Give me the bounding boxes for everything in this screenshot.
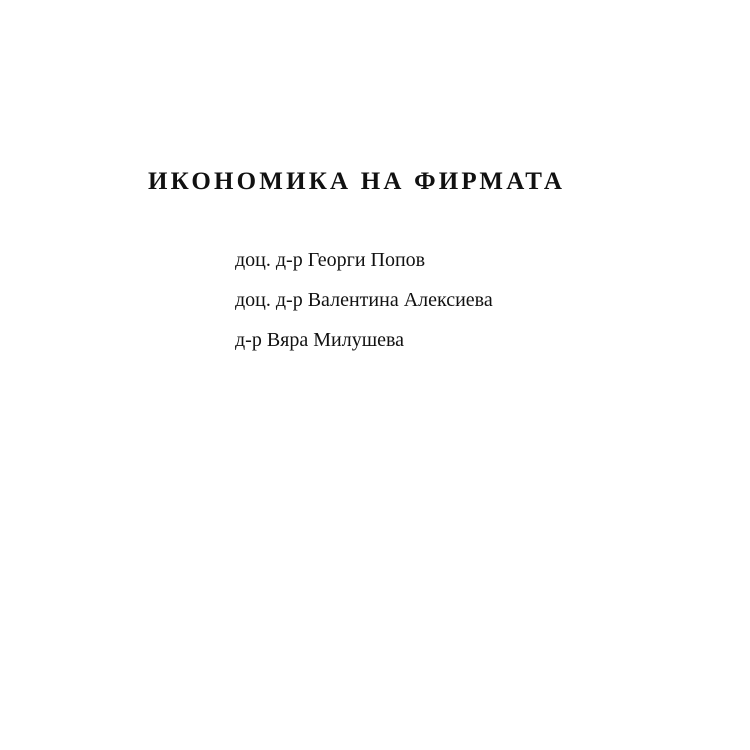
author-name: д-р Вяра Милушева [235,329,405,351]
author-name: доц. д-р Георги Попов [235,249,426,271]
author-list [235,246,493,366]
author-name: доц. д-р Валентина Алексиева [235,289,493,311]
document-title: ИКОНОМИКА НА ФИРМАТА [148,168,566,195]
